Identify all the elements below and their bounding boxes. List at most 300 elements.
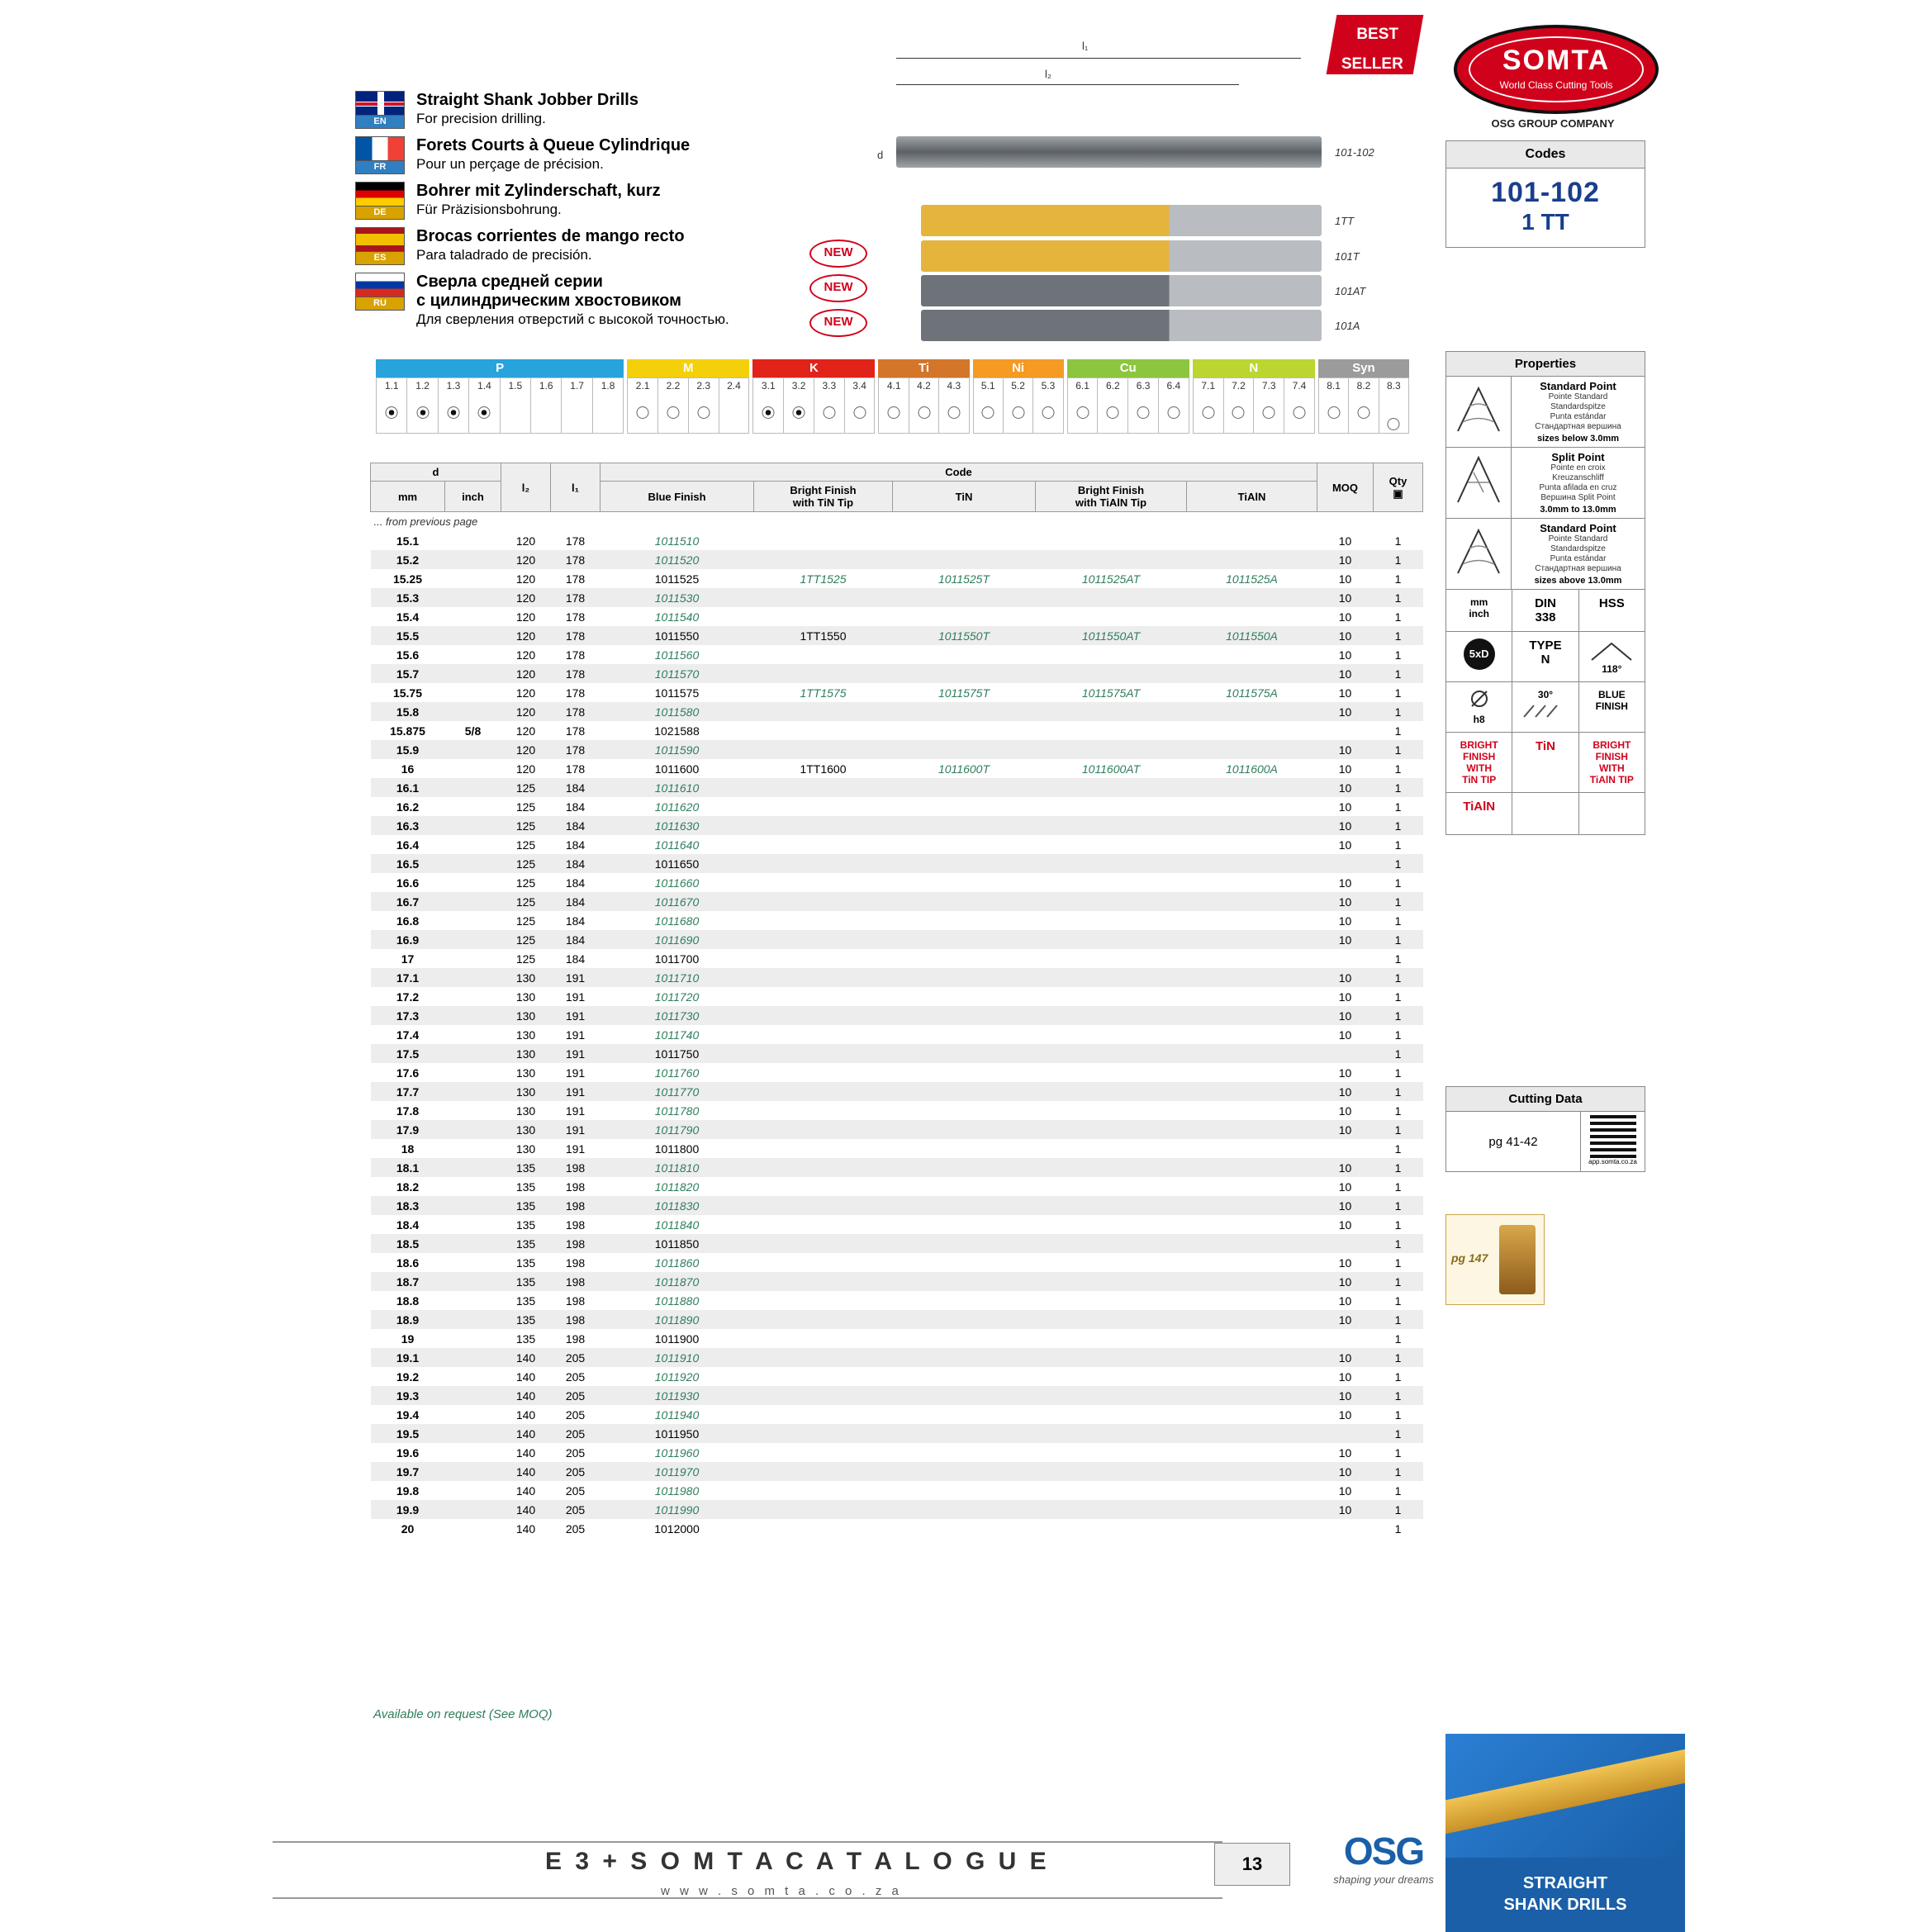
cell-diameter-mm: 18.9	[396, 1313, 420, 1327]
cell-moq: 10	[1338, 781, 1352, 795]
cell-diameter-mm: 17.4	[396, 1028, 420, 1042]
material-cell-3.3[interactable]	[814, 377, 845, 434]
cell-l1: 191	[565, 990, 586, 1004]
table-row[interactable]	[371, 854, 1423, 873]
cell-code-tialn	[1187, 778, 1317, 797]
material-cell-number: 6.3	[1136, 380, 1151, 392]
din-number: 338	[1535, 610, 1556, 624]
cell-qty: 1	[1394, 1502, 1402, 1517]
table-row[interactable]	[371, 664, 1423, 683]
material-cell-7.2[interactable]	[1224, 377, 1255, 434]
material-cell-number: 8.2	[1356, 380, 1371, 392]
cell-diameter-mm: 19.7	[396, 1464, 420, 1479]
cell-qty: 1	[1394, 705, 1402, 719]
material-group-label: P	[376, 359, 624, 377]
drill-thumbnail	[1499, 1225, 1536, 1294]
cell-l2: 130	[515, 1066, 536, 1080]
cell-code-bright-tialn	[1036, 1025, 1187, 1044]
table-row[interactable]	[371, 1101, 1423, 1120]
cell-l2: 120	[515, 705, 536, 719]
material-cell-8.1[interactable]	[1318, 377, 1349, 434]
table-row[interactable]	[371, 1158, 1423, 1177]
cell-code-bright-tialn	[1036, 949, 1187, 968]
cell-moq: 10	[1338, 1085, 1352, 1099]
cell-diameter-mm: 18.8	[396, 1294, 420, 1308]
split-point-icon	[1446, 448, 1512, 518]
cell-diameter-mm: 15.875	[390, 724, 425, 738]
cell-qty: 1	[1394, 724, 1402, 738]
page-footer	[0, 1792, 1932, 1932]
table-row[interactable]	[371, 1424, 1423, 1443]
material-cell-7.3[interactable]	[1254, 377, 1284, 434]
material-cell-6.4[interactable]	[1159, 377, 1189, 434]
table-row[interactable]	[371, 1006, 1423, 1025]
cell-code-tialn	[1187, 854, 1317, 873]
cell-moq: 10	[1338, 1161, 1352, 1175]
cell-code-bright-tin	[754, 968, 893, 987]
material-suitability-dot	[947, 406, 960, 419]
cell-diameter-inch	[445, 778, 501, 797]
table-row[interactable]	[371, 1405, 1423, 1424]
material-cell-3.2[interactable]	[784, 377, 814, 434]
table-row[interactable]	[371, 1177, 1423, 1196]
language-row-de	[355, 182, 867, 220]
cell-code-blue-finish: 1011620	[654, 800, 700, 814]
cell-qty: 1	[1394, 1369, 1402, 1384]
table-row[interactable]	[371, 797, 1423, 816]
cell-code-bright-tialn	[1036, 1139, 1187, 1158]
cell-qty: 1	[1394, 800, 1402, 814]
table-row[interactable]	[371, 778, 1423, 797]
cell-qty: 1	[1394, 933, 1402, 947]
table-row[interactable]	[371, 1500, 1423, 1519]
cell-code-bright-tialn	[1036, 740, 1187, 759]
cell-code-tialn	[1187, 987, 1317, 1006]
material-cell-1.4[interactable]	[469, 377, 500, 434]
cell-qty: 1	[1394, 1521, 1402, 1536]
cell-code-tin	[893, 550, 1036, 569]
material-group-label: K	[752, 359, 875, 377]
drill-label-0: 101-102	[1335, 146, 1374, 159]
cell-code-tin	[893, 1215, 1036, 1234]
cell-l1: 178	[565, 705, 586, 719]
table-row[interactable]	[371, 740, 1423, 759]
page-reference-box[interactable]	[1445, 1214, 1545, 1305]
cell-code-tin	[893, 873, 1036, 892]
material-group-label: Syn	[1318, 359, 1409, 377]
table-row[interactable]	[371, 721, 1423, 740]
cell-l1: 184	[565, 914, 586, 928]
table-row[interactable]	[371, 683, 1423, 702]
material-cell-3.4[interactable]	[845, 377, 876, 434]
table-row[interactable]	[371, 911, 1423, 930]
material-cell-1.2[interactable]	[407, 377, 438, 434]
cell-code-bright-tin	[754, 892, 893, 911]
bright-tialn-l1: BRIGHT	[1593, 739, 1631, 751]
standard-point-large-icon	[1446, 519, 1512, 589]
table-row[interactable]	[371, 1139, 1423, 1158]
material-group-k	[752, 359, 875, 434]
cell-code-blue-finish: 1011570	[654, 667, 700, 681]
cell-qty: 1	[1394, 1426, 1402, 1441]
material-suitability-dot	[1167, 406, 1180, 419]
flag-spain-icon	[355, 227, 405, 252]
material-group-ti	[878, 359, 969, 434]
table-row[interactable]	[371, 816, 1423, 835]
cell-moq: 10	[1338, 1180, 1352, 1194]
cell-l1: 191	[565, 1009, 586, 1023]
table-row[interactable]	[371, 949, 1423, 968]
cell-code-tialn	[1187, 1443, 1317, 1462]
new-badge-101a: NEW	[809, 309, 867, 337]
cell-code-bright-tin	[754, 1025, 893, 1044]
cell-l2: 140	[515, 1445, 536, 1460]
cell-code-bright-tin	[754, 816, 893, 835]
material-cell-1.3[interactable]	[439, 377, 469, 434]
cell-diameter-inch	[445, 1462, 501, 1481]
cell-code-blue-finish: 1011870	[654, 1275, 700, 1289]
material-cell-4.1[interactable]	[878, 377, 909, 434]
point-angle-value: 118°	[1602, 663, 1622, 675]
table-row[interactable]	[371, 1234, 1423, 1253]
table-row[interactable]	[371, 930, 1423, 949]
cell-code-blue-finish: 1011920	[654, 1369, 700, 1384]
cell-l2: 140	[515, 1369, 536, 1384]
cell-qty: 1	[1394, 1275, 1402, 1289]
cell-code-blue-finish: 1011700	[654, 952, 700, 966]
material-cell-6.3[interactable]	[1128, 377, 1159, 434]
cell-moq: 10	[1338, 572, 1352, 586]
point-de-0: Standardspitze	[1550, 402, 1606, 411]
material-cell-3.1[interactable]	[752, 377, 784, 434]
qr-code[interactable]	[1580, 1112, 1645, 1171]
table-row[interactable]	[371, 1481, 1423, 1500]
cell-l2: 125	[515, 933, 536, 947]
cell-moq: 10	[1338, 1351, 1352, 1365]
material-cell-1.7[interactable]	[562, 377, 592, 434]
table-row[interactable]	[371, 702, 1423, 721]
table-row[interactable]	[371, 968, 1423, 987]
cell-qty: 1	[1394, 591, 1402, 605]
osg-logo	[1305, 1829, 1462, 1886]
cell-code-blue-finish: 1011650	[654, 857, 700, 871]
section-tab-line2: SHANK DRILLS	[1503, 1896, 1627, 1914]
cell-code-tialn	[1187, 1177, 1317, 1196]
cell-diameter-inch	[445, 911, 501, 930]
table-row[interactable]	[371, 1272, 1423, 1291]
cell-l2: 135	[515, 1180, 536, 1194]
cell-code-bright-tin	[754, 835, 893, 854]
material-cell-number: 7.2	[1232, 380, 1246, 392]
cell-code-bright-tialn	[1036, 892, 1187, 911]
table-row[interactable]	[371, 550, 1423, 569]
cell-code-bright-tialn	[1036, 1462, 1187, 1481]
cell-code-bright-tin	[754, 1291, 893, 1310]
table-row[interactable]	[371, 1386, 1423, 1405]
bright-tialn-l4: TiAlN TIP	[1589, 774, 1634, 786]
cell-l1: 205	[565, 1369, 586, 1384]
cell-code-bright-tialn: 1011600AT	[1081, 762, 1141, 776]
cell-code-bright-tialn	[1036, 930, 1187, 949]
cell-diameter-mm: 19	[401, 1332, 415, 1346]
cell-code-tin	[893, 1044, 1036, 1063]
table-row[interactable]	[371, 892, 1423, 911]
table-row[interactable]	[371, 1253, 1423, 1272]
table-row[interactable]	[371, 1063, 1423, 1082]
subtitle-es: Para taladrado de precisión.	[416, 247, 592, 263]
cell-code-tialn	[1187, 1519, 1317, 1538]
point-fr-2: Pointe Standard	[1548, 534, 1608, 544]
material-suitability-dot	[1012, 406, 1024, 419]
cell-diameter-mm: 19.1	[396, 1351, 420, 1365]
cell-l2: 140	[515, 1426, 536, 1441]
table-row[interactable]	[371, 1044, 1423, 1063]
cell-diameter-mm: 15.9	[396, 743, 420, 757]
material-cell-8.3[interactable]	[1379, 377, 1409, 434]
cell-code-tin	[893, 588, 1036, 607]
table-row[interactable]	[371, 1367, 1423, 1386]
material-cell-5.2[interactable]	[1004, 377, 1033, 434]
cell-code-bright-tialn	[1036, 1044, 1187, 1063]
cell-code-tialn	[1187, 1329, 1317, 1348]
table-row[interactable]	[371, 835, 1423, 854]
material-group-label: Ti	[878, 359, 969, 377]
dim-l2-label: l₂	[1045, 68, 1051, 80]
table-row[interactable]	[371, 645, 1423, 664]
cell-code-blue-finish: 1011720	[654, 990, 700, 1004]
cell-l2: 120	[515, 743, 536, 757]
point-title-1: Split Point	[1551, 451, 1605, 463]
cell-qty: 1	[1394, 686, 1402, 700]
cell-diameter-mm: 15.25	[392, 572, 423, 586]
material-suitability-dot	[853, 406, 866, 419]
material-cell-5.3[interactable]	[1033, 377, 1063, 434]
table-row[interactable]	[371, 1443, 1423, 1462]
cell-moq: 10	[1338, 1483, 1352, 1498]
cell-code-tialn: 1011575A	[1226, 686, 1278, 700]
cell-code-blue-finish: 1011710	[654, 971, 700, 985]
drill-101a	[921, 310, 1322, 341]
cell-code-bright-tin	[754, 1348, 893, 1367]
cell-code-tialn	[1187, 1234, 1317, 1253]
cell-code-tialn	[1187, 1215, 1317, 1234]
material-cell-1.6[interactable]	[531, 377, 562, 434]
table-row[interactable]	[371, 1519, 1423, 1538]
cell-moq	[1317, 1234, 1374, 1253]
drill-101-102	[896, 136, 1322, 168]
cell-code-bright-tin	[754, 778, 893, 797]
cell-qty: 1	[1394, 1332, 1402, 1346]
cell-l2: 135	[515, 1332, 536, 1346]
table-row[interactable]	[371, 1329, 1423, 1348]
cell-code-bright-tin	[754, 987, 893, 1006]
flag-russia-icon	[355, 273, 405, 297]
cell-code-tin	[893, 740, 1036, 759]
cell-moq: 10	[1338, 667, 1352, 681]
cell-moq	[1317, 949, 1374, 968]
th-mm: mm	[371, 482, 445, 512]
cell-diameter-inch	[445, 645, 501, 664]
material-cell-4.3[interactable]	[939, 377, 969, 434]
point-size-1: 3.0mm to 13.0mm	[1540, 505, 1616, 515]
cell-l1: 184	[565, 876, 586, 890]
cell-code-bright-tin	[754, 1177, 893, 1196]
cell-code-tialn	[1187, 1158, 1317, 1177]
cell-code-bright-tialn	[1036, 1082, 1187, 1101]
flag-tag-de: DE	[355, 206, 405, 220]
material-cell-7.4[interactable]	[1284, 377, 1315, 434]
material-cell-4.2[interactable]	[909, 377, 939, 434]
cell-code-bright-tialn	[1036, 607, 1187, 626]
cell-code-blue-finish: 1011730	[654, 1009, 700, 1023]
spec-row-finish	[1446, 682, 1645, 733]
cell-qty: 1	[1394, 857, 1402, 871]
table-row[interactable]	[371, 569, 1423, 588]
table-row[interactable]	[371, 1025, 1423, 1044]
material-cell-1.8[interactable]	[593, 377, 624, 434]
material-cell-7.1[interactable]	[1193, 377, 1224, 434]
material-suitability-dot	[888, 406, 900, 419]
table-row[interactable]	[371, 1196, 1423, 1215]
cell-code-blue-finish: 1011670	[654, 895, 700, 909]
th-moq: MOQ	[1317, 463, 1374, 512]
material-suitability-dot	[667, 406, 679, 419]
material-group-m	[627, 359, 749, 434]
material-cell-2.1[interactable]	[627, 377, 658, 434]
dim-d-label: d	[877, 149, 884, 161]
cell-qty: 1	[1394, 1313, 1402, 1327]
cell-diameter-inch	[445, 1044, 501, 1063]
table-row[interactable]	[371, 588, 1423, 607]
bright-tin-l2: FINISH	[1462, 751, 1496, 762]
section-tab-drill	[1445, 1747, 1685, 1836]
cell-l1: 198	[565, 1313, 586, 1327]
cell-code-bright-tialn	[1036, 1367, 1187, 1386]
material-suitability-dot	[918, 406, 930, 419]
table-row[interactable]	[371, 1462, 1423, 1481]
cell-code-bright-tin	[754, 1158, 893, 1177]
table-row[interactable]	[371, 1120, 1423, 1139]
cell-moq: 10	[1338, 1294, 1352, 1308]
property-point-0	[1446, 377, 1645, 448]
flag-tag-fr: FR	[355, 161, 405, 174]
table-row[interactable]	[371, 626, 1423, 645]
table-row[interactable]	[371, 759, 1423, 778]
point-size-2: sizes above 13.0mm	[1534, 576, 1622, 586]
cell-moq: 10	[1338, 800, 1352, 814]
cell-code-bright-tialn	[1036, 1120, 1187, 1139]
drill-label-4: 101A	[1335, 320, 1360, 332]
flag-fr-wrap	[355, 136, 406, 174]
cell-l1: 198	[565, 1161, 586, 1175]
cell-moq: 10	[1338, 819, 1352, 833]
cell-l2: 120	[515, 534, 536, 548]
table-row[interactable]	[371, 1348, 1423, 1367]
cell-code-tialn	[1187, 1025, 1317, 1044]
table-row[interactable]	[371, 1082, 1423, 1101]
cell-diameter-inch: 5/8	[464, 724, 482, 738]
cell-code-tin	[893, 1291, 1036, 1310]
cell-code-bright-tialn	[1036, 1310, 1187, 1329]
table-row[interactable]	[371, 1310, 1423, 1329]
material-cell-2.3[interactable]	[689, 377, 719, 434]
cell-qty: 1	[1394, 762, 1402, 776]
material-cell-1.5[interactable]	[501, 377, 531, 434]
material-cell-number: 8.3	[1386, 380, 1401, 392]
material-cell-number: 2.4	[727, 380, 741, 392]
material-cell-2.2[interactable]	[658, 377, 689, 434]
cell-code-tialn	[1187, 550, 1317, 569]
table-row[interactable]	[371, 1291, 1423, 1310]
material-cell-8.2[interactable]	[1349, 377, 1379, 434]
cell-l1: 191	[565, 1066, 586, 1080]
cell-diameter-mm: 17.6	[396, 1066, 420, 1080]
cell-l2: 130	[515, 1123, 536, 1137]
cell-code-tin	[893, 892, 1036, 911]
blue-finish-line1: BLUE	[1597, 689, 1626, 700]
table-row[interactable]	[371, 1215, 1423, 1234]
material-group-syn	[1318, 359, 1409, 434]
drill-label-2: 101T	[1335, 250, 1360, 263]
cell-l2: 120	[515, 762, 536, 776]
material-cell-5.1[interactable]	[973, 377, 1004, 434]
osg-group-label: OSG GROUP COMPANY	[1491, 117, 1615, 130]
cell-code-bright-tin	[754, 1006, 893, 1025]
cell-code-blue-finish: 1011990	[654, 1502, 700, 1517]
new-badge-101t: NEW	[809, 240, 867, 268]
cell-diameter-inch	[445, 1158, 501, 1177]
th-tialn: TiAlN	[1187, 482, 1317, 512]
material-cell-1.1[interactable]	[376, 377, 407, 434]
cell-l1: 184	[565, 819, 586, 833]
spec-row-type	[1446, 632, 1645, 682]
table-row[interactable]	[371, 987, 1423, 1006]
cell-moq: 10	[1338, 1464, 1352, 1479]
material-group-label: N	[1193, 359, 1315, 377]
cell-moq: 10	[1338, 762, 1352, 776]
material-cell-2.4[interactable]	[719, 377, 750, 434]
cell-moq: 10	[1338, 686, 1352, 700]
point-es-2: Punta estándar	[1550, 554, 1607, 563]
cell-l2: 140	[515, 1502, 536, 1517]
material-cell-6.2[interactable]	[1098, 377, 1128, 434]
cell-diameter-mm: 19.3	[396, 1388, 420, 1403]
cell-moq: 10	[1338, 591, 1352, 605]
cell-moq	[1317, 1519, 1374, 1538]
cell-code-blue-finish: 1011880	[654, 1294, 700, 1308]
cell-l2: 120	[515, 572, 536, 586]
drill-101at	[921, 275, 1322, 306]
cell-code-tialn	[1187, 1044, 1317, 1063]
cell-code-bright-tin	[754, 645, 893, 664]
title-ru-line1: Сверла средней серии	[416, 273, 603, 291]
cell-code-tialn	[1187, 1272, 1317, 1291]
cell-l1: 184	[565, 781, 586, 795]
cell-code-bright-tialn	[1036, 1253, 1187, 1272]
material-cell-6.1[interactable]	[1067, 377, 1099, 434]
cell-diameter-inch	[445, 569, 501, 588]
table-row[interactable]	[371, 607, 1423, 626]
cell-code-blue-finish: 1011740	[654, 1028, 700, 1042]
unit-mm: mm	[1469, 596, 1488, 608]
din-label: DIN	[1535, 596, 1556, 610]
cell-diameter-inch	[445, 607, 501, 626]
cell-code-bright-tin	[754, 1443, 893, 1462]
table-row[interactable]	[371, 531, 1423, 550]
material-suitability-dot	[1327, 406, 1340, 419]
cell-l1: 205	[565, 1502, 586, 1517]
table-row[interactable]	[371, 873, 1423, 892]
